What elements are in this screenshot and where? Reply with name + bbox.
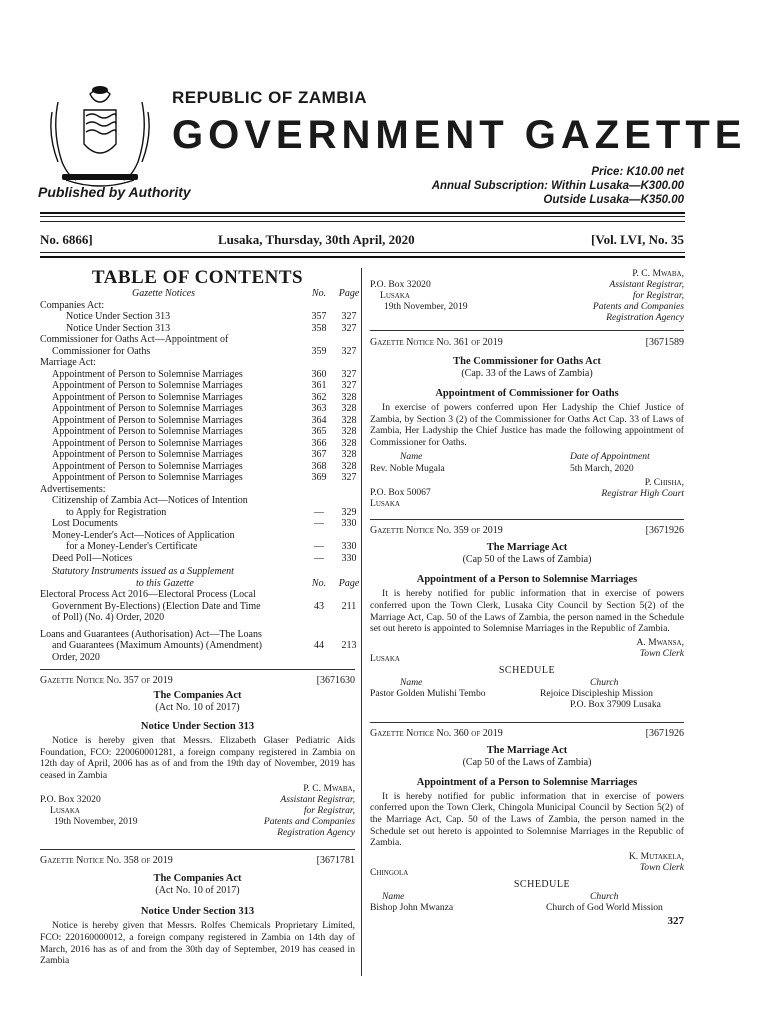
toc-row-page: 328 (341, 414, 357, 426)
notice-361-act: (Cap. 33 of the Laws of Zambia) (461, 368, 593, 379)
toc-row-title: Advertisements: (40, 483, 106, 495)
issue-number: No. 6866] (40, 232, 93, 247)
notice-359-church-2: P.O. Box 37909 Lusaka (570, 698, 661, 710)
toc-row-title: Commissioner for Oaths (52, 345, 151, 357)
toc-row-page: 328 (341, 460, 357, 472)
notice-361-columns (370, 451, 684, 463)
notice-357-header (40, 675, 355, 689)
notice-359-number: Gazette Notice No. 359 of 2019 (370, 525, 503, 537)
notice-361-title: The Commissioner for Oaths Act (453, 356, 601, 367)
si-entry-number: 44 (314, 640, 324, 651)
toc-col-notices: Gazette Notices (132, 288, 196, 299)
notice-360-columns (370, 891, 684, 902)
toc-row-page: 328 (341, 449, 357, 460)
notice-359-place: Lusaka (370, 652, 400, 664)
toc-row-page: 327 (341, 472, 357, 483)
right-top-addr-3: 19th November, 2019 (384, 301, 468, 312)
notice-360-place: Chingola (370, 866, 409, 878)
published-by-authority: Published by Authority (38, 184, 191, 200)
notice-360-ref: [3671926 (645, 727, 684, 739)
notice-361-section: Appointment of Commissioner for Oaths (435, 388, 619, 399)
toc-row-number: — (314, 552, 324, 564)
toc-row-title: Appointment of Person to Solemnise Marriages (52, 449, 243, 460)
notice-361-ref: [3671589 (645, 337, 684, 348)
right-top-sig-4: Registration Agency (606, 312, 684, 323)
si-col-page: Page (338, 577, 360, 589)
toc-row-number: — (314, 518, 324, 529)
toc-row-number: 369 (311, 472, 327, 483)
toc-row-title: Appointment of Person to Solemnise Marriages (52, 403, 243, 414)
toc-row-title: Appointment of Person to Solemnise Marriages (52, 460, 243, 472)
toc-row-title: Deed Poll—Notices (52, 552, 133, 564)
notice-358-body: Notice is hereby given that Messrs. Rolfes Chemicals Proprietary Limited, FCO: 220160000012, a foreign company registered in Zambia on 14th day of March, 2016 has as of and from the 30th day of September, 2019 has ceased in Zambia (40, 920, 355, 967)
toc-row (40, 334, 355, 346)
notice-357-ref: [3671630 (316, 675, 355, 686)
toc-row (40, 369, 355, 381)
toc-row (40, 380, 355, 392)
toc-row-title: Money-Lender's Act—Notices of Application (52, 529, 235, 541)
si-entry-text: Electoral Process Act 2016—Electoral Process (Local (40, 589, 256, 600)
notice-357-sig-2: for Registrar, (303, 805, 355, 817)
si-entry (40, 629, 355, 664)
toc-row-page: 327 (341, 311, 357, 322)
masthead-rule-thin-2 (40, 221, 685, 222)
toc-row-title: Companies Act: (40, 299, 105, 311)
right-top-sig-1: Assistant Registrar, (609, 279, 684, 290)
notice-357-end-rule (40, 849, 355, 850)
toc-row-page: 328 (341, 437, 357, 449)
si-entry-page: 213 (341, 640, 357, 651)
notice-359-sig-name: A. Mwansa, (636, 636, 684, 648)
notice-360-section: Appointment of a Person to Solemnise Marriages (416, 776, 638, 788)
notice-357-body: Notice is hereby given that Messrs. Elizabeth Glaser Pediatric Aids Foundation, FCO: 220060001281, a foreign company registered in Zambia on 12th day of April, 2006 has as of and from the 19th day of November, 2019 has ceased in Zambia (40, 735, 355, 781)
notice-357-sig-1: Assistant Registrar, (280, 794, 355, 806)
toc-row-title: Appointment of Person to Solemnise Marriages (52, 391, 243, 403)
right-top-sig-name: P. C. Mwaba, (632, 268, 684, 279)
toc-row-page: 328 (341, 403, 357, 414)
annual-subscription: Annual Subscription: Within Lusaka—K300.00 (431, 180, 684, 192)
notice-359-col-name: Name (400, 676, 423, 688)
si-title-2-row (40, 577, 360, 590)
notice-359-body: It is hereby notified for public information that in exercise of powers conferred upon the Town Clerk, Lusaka City Council by Section 5(2) of the Marriage Act, Cap. 50 of the Laws of Zambia, the person named in the Schedule set out hereto is appointed to Solemnise Marriages in the Republic of Zambia. (370, 588, 684, 635)
notice-357-addr-2: Lusaka (50, 805, 80, 817)
notice-361-addr-1: P.O. Box 50067 (370, 487, 431, 499)
notice-359-sig-title: Town Clerk (639, 647, 684, 659)
toc-row-title: Commissioner for Oaths Act—Appointment of (40, 334, 229, 345)
toc-row-title: for a Money-Lender's Certificate (66, 541, 198, 552)
toc-row (40, 541, 355, 553)
notice-361-sig-name: P. Chisha, (644, 477, 684, 489)
toc-row-title: Lost Documents (52, 518, 118, 529)
right-top-addr-1: P.O. Box 32020 (370, 279, 431, 290)
toc-row-title: Appointment of Person to Solemnise Marriages (52, 472, 243, 483)
notice-361-name: Rev. Noble Mugala (370, 463, 445, 475)
notice-357-section: Notice Under Section 313 (140, 721, 255, 732)
notice-359-ref: [3671926 (645, 525, 684, 537)
left-column (40, 267, 360, 967)
right-column (370, 268, 684, 927)
toc-row-number: 362 (311, 391, 327, 403)
masthead-rule (40, 212, 685, 214)
toc-row-title: to Apply for Registration (66, 506, 167, 518)
toc-end-rule (40, 669, 355, 670)
notice-361-header (370, 337, 684, 351)
notice-360-church-1: Church of God World Mission (546, 901, 663, 913)
toc-title: TABLE OF CONTENTS (91, 267, 304, 288)
notice-359-section: Appointment of a Person to Solemnise Marriages (416, 574, 638, 586)
notice-361-addr-2: Lusaka (370, 498, 400, 510)
notice-361-entry (370, 463, 684, 475)
notice-361-sig-title: Registrar High Court (601, 488, 684, 500)
toc-row (40, 449, 355, 461)
toc-row-number: 361 (311, 380, 327, 391)
notice-359-end-rule (370, 722, 684, 723)
notice-360-name: Bishop John Mwanza (370, 901, 454, 913)
si-entry-line (40, 589, 355, 601)
toc-row (40, 323, 355, 335)
toc-row-page: 327 (341, 380, 357, 391)
si-entry-number: 43 (314, 600, 324, 612)
toc-list (40, 300, 355, 565)
toc-row (40, 403, 355, 415)
notice-359-title: The Marriage Act (486, 542, 568, 554)
coat-of-arms-icon (38, 82, 162, 194)
notice-359-header (370, 525, 684, 539)
toc-row (40, 415, 355, 427)
toc-row-page: 330 (341, 541, 357, 552)
notice-361-col-name: Name (400, 451, 423, 463)
notice-357-sig-4: Registration Agency (277, 827, 355, 839)
toc-row (40, 495, 355, 507)
toc-row-page: 327 (341, 322, 357, 334)
right-top-end-rule (370, 330, 684, 331)
toc-col-no: No. (311, 288, 327, 299)
toc-row-title: Appointment of Person to Solemnise Marriages (52, 380, 243, 391)
toc-row (40, 438, 355, 450)
toc-row-number: 363 (311, 403, 327, 414)
si-entry-line (40, 640, 355, 652)
notice-358-ref: [3671781 (316, 855, 355, 867)
toc-row-page: 328 (341, 426, 357, 437)
notice-357-act: (Act No. 10 of 2017) (155, 702, 240, 713)
notice-360-col-church: Church (590, 890, 619, 902)
toc-row (40, 426, 355, 438)
toc-row (40, 472, 355, 484)
toc-row-title: Marriage Act: (40, 357, 96, 368)
si-entry-line (40, 629, 355, 641)
toc-row-number: 357 (311, 311, 327, 322)
toc-row-number: 367 (311, 449, 327, 460)
toc-row (40, 484, 355, 496)
notice-361-number: Gazette Notice No. 361 of 2019 (370, 337, 503, 348)
toc-row-title: Appointment of Person to Solemnise Marriages (52, 368, 243, 380)
toc-row-page: 330 (341, 518, 357, 529)
masthead-rule-thin (40, 216, 685, 217)
notice-361-date: 5th March, 2020 (570, 463, 634, 475)
notice-359-schedule: SCHEDULE (498, 664, 556, 676)
notice-358-number: Gazette Notice No. 358 of 2019 (40, 855, 173, 867)
issue-volume: [Vol. LVI, No. 35 (591, 232, 684, 247)
notice-358-title: The Companies Act (153, 873, 242, 885)
issue-rule (40, 252, 685, 253)
toc-row-title: Notice Under Section 313 (66, 322, 171, 334)
si-entry-text: Loans and Guarantees (Authorisation) Act—The Loans (40, 628, 262, 640)
republic-heading: REPUBLIC OF ZAMBIA (172, 88, 368, 107)
toc-row-title: Appointment of Person to Solemnise Marriages (52, 414, 243, 426)
notice-361-end-rule (370, 519, 684, 520)
toc-row-title: Appointment of Person to Solemnise Marriages (52, 437, 243, 449)
notice-357-sig-3: Patents and Companies (263, 816, 355, 828)
si-entry-page: 211 (341, 600, 357, 612)
toc-row-number: — (314, 506, 324, 518)
toc-row (40, 311, 355, 323)
toc-header (40, 288, 360, 300)
right-top-sig-3: Patents and Companies (592, 301, 684, 312)
notice-357-number: Gazette Notice No. 357 of 2019 (40, 675, 173, 686)
si-title-line-1: Statutory Instruments issued as a Supplement (52, 566, 234, 577)
notice-360-number: Gazette Notice No. 360 of 2019 (370, 727, 503, 739)
toc-row (40, 518, 355, 530)
notice-360-entry (370, 902, 684, 914)
toc-row (40, 553, 355, 565)
issue-date: Lusaka, Thursday, 30th April, 2020 (218, 232, 415, 247)
notice-357-addr-1: P.O. Box 32020 (40, 794, 101, 806)
issue-rule-thick (40, 256, 685, 258)
notice-359-columns (370, 677, 684, 688)
notice-361-body: In exercise of powers conferred upon Her Ladyship the Chief Justice of Zambia, by Section 3 (2) of the Commissioner for Oaths Act Cap. 33 of Laws of Zambia, Her Ladyship the Chief Justice has made the following appointment of Commissioner for Oaths. (370, 402, 684, 448)
si-entry (40, 589, 355, 624)
si-entry-line (40, 652, 355, 664)
column-divider (361, 268, 362, 976)
toc-row-number: — (314, 541, 324, 552)
right-top-addr-2: Lusaka (380, 290, 410, 301)
notice-357-title: The Companies Act (153, 690, 242, 701)
toc-row-page: 327 (341, 345, 357, 357)
toc-row (40, 507, 355, 519)
right-top-sig-2: for Registrar, (632, 290, 684, 301)
si-title-line-2: to this Gazette (136, 577, 194, 589)
toc-row-number: 364 (311, 414, 327, 426)
toc-row-title: Citizenship of Zambia Act—Notices of Intention (52, 495, 248, 506)
notice-361-col-date: Date of Appointment (570, 451, 650, 463)
toc-row-page: 329 (341, 506, 357, 518)
price: Price: K10.00 net (591, 166, 684, 178)
page-number: 327 (667, 914, 684, 927)
notice-357-addr-3: 19th November, 2019 (54, 816, 138, 828)
si-entry-text: of Poll) (No. 4) Order, 2020 (52, 612, 165, 623)
notice-360-act: (Cap 50 of the Laws of Zambia) (462, 756, 592, 768)
notice-358-section: Notice Under Section 313 (140, 906, 255, 918)
toc-row-title: Notice Under Section 313 (66, 311, 171, 322)
notice-358-header (40, 855, 355, 869)
toc-row (40, 392, 355, 404)
outside-subscription: Outside Lusaka—K350.00 (543, 194, 684, 206)
si-col-no: No. (311, 577, 327, 589)
toc-row-number: 365 (311, 426, 327, 437)
si-entry-text: Government By-Elections) (Election Date and Time (52, 600, 261, 612)
toc-row (40, 530, 355, 542)
notice-360-title: The Marriage Act (486, 744, 568, 756)
notice-359-act: (Cap 50 of the Laws of Zambia) (462, 554, 592, 566)
toc-row-number: 358 (311, 322, 327, 334)
notice-359-entry (370, 688, 684, 710)
toc-row-page: 327 (341, 368, 357, 380)
notice-360-col-name: Name (382, 890, 405, 902)
toc-row (40, 346, 355, 358)
notice-357-sig-name: P. C. Mwaba, (303, 783, 355, 795)
notice-359-col-church: Church (590, 676, 619, 688)
toc-row-page: 330 (341, 552, 357, 564)
toc-row-number: 360 (311, 368, 327, 380)
si-entry-text: Order, 2020 (52, 651, 100, 663)
toc-row-number: 368 (311, 460, 327, 472)
notice-359-church-1: Rejoice Discipleship Mission (540, 687, 653, 699)
notice-360-header (370, 728, 684, 742)
si-entry-line (40, 601, 355, 613)
toc-row (40, 300, 355, 312)
toc-row-title: Appointment of Person to Solemnise Marriages (52, 426, 243, 437)
gazette-title: GOVERNMENT GAZETTE (172, 113, 747, 157)
notice-360-sig-name: K. Mutakela, (628, 850, 684, 862)
si-title (40, 566, 355, 578)
toc-col-page: Page (338, 288, 360, 299)
si-entry-text: and Guarantees (Maximum Amounts) (Amendment) (52, 640, 262, 651)
notice-360-sig-title: Town Clerk (639, 861, 684, 873)
toc-row (40, 461, 355, 473)
toc-row (40, 357, 355, 369)
notice-360-schedule: SCHEDULE (513, 878, 571, 890)
toc-row-page: 328 (341, 391, 357, 403)
notice-360-body: It is hereby notified for public information that in exercise of powers conferred upon the Town Clerk, Chingola Municipal Council by Section 5(2) of the Marriage Act, Cap. 50 of the Laws of Zambia, the person named in the Schedule set out hereto is appointed to Solemnise Marriages in the Republic of Zambia. (370, 790, 684, 849)
toc-row-number: 366 (311, 437, 327, 449)
notice-358-act: (Act No. 10 of 2017) (155, 885, 240, 897)
notice-359-name: Pastor Golden Mulishi Tembo (370, 687, 486, 699)
si-entry-line (40, 612, 355, 624)
toc-row-number: 359 (311, 345, 327, 357)
si-list (40, 589, 355, 663)
